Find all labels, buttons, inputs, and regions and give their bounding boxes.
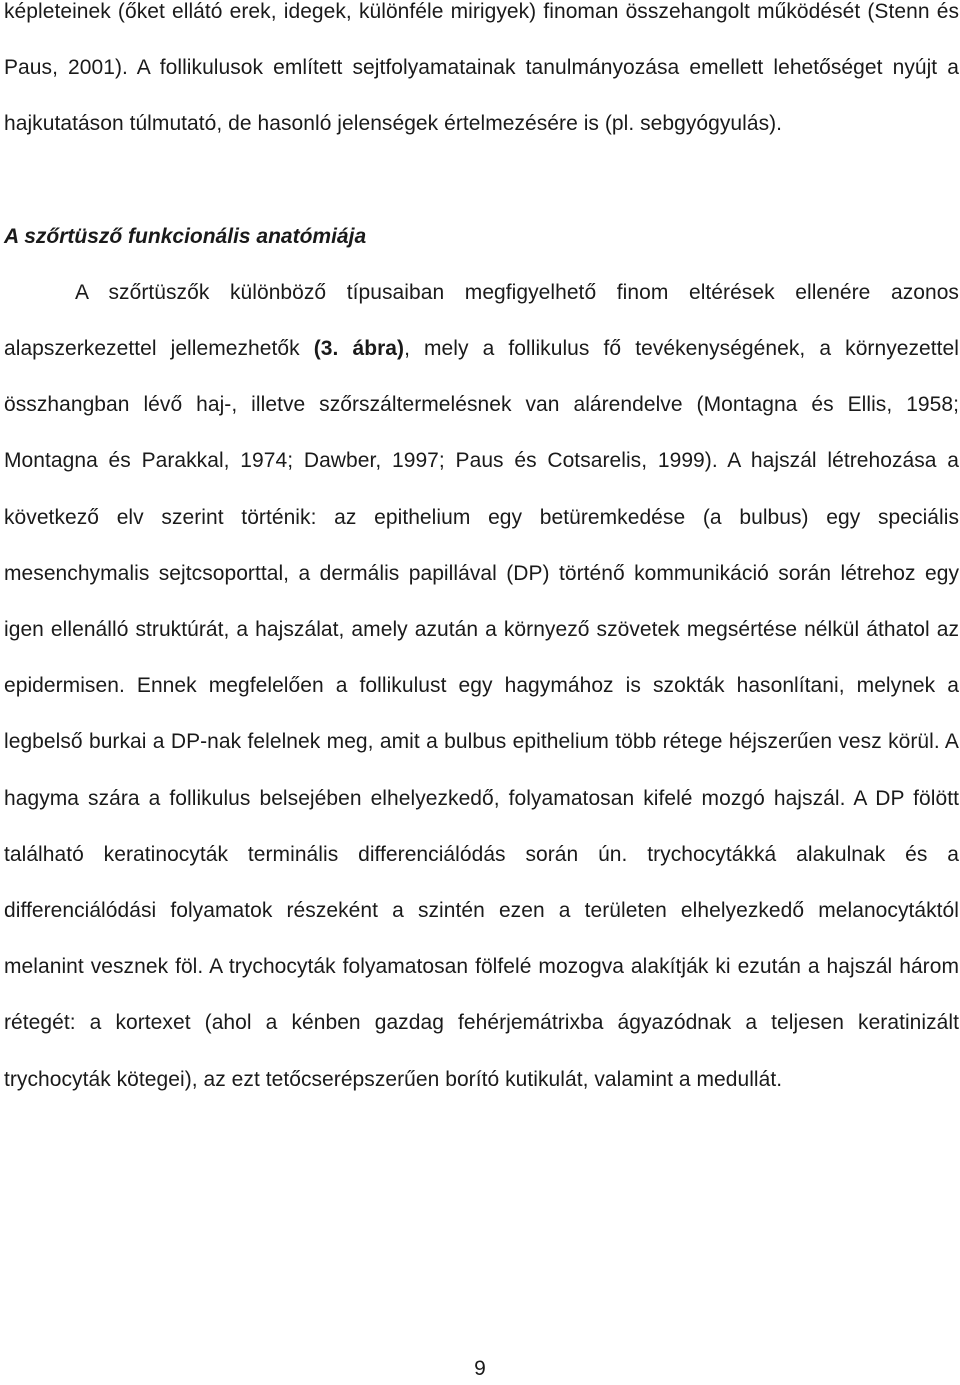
figure-reference: (3. ábra) [313, 337, 405, 361]
section-heading: A szőrtüsző funkcionális anatómiája [4, 224, 367, 248]
document-page [4, 0, 959, 1108]
paragraph-intro-continuation: képleteinek (őket ellátó erek, idegek, különféle mirigyek) finoman összehangolt működését (Stenn és Paus, 2001). A follikulusok említett sejtfolyamatainak tanulmányozása emellett lehetőséget nyújt a hajkutatáson túlmutató, de hasonló jelenségek értelmezésére is (pl. sebgyógyulás). [4, 0, 959, 136]
page-number: 9 [474, 1357, 486, 1380]
paragraph-anatomy [4, 265, 959, 1108]
paragraph-text-before-reference: A szőrtüszők különböző típusaiban megfigyelhető finom eltérések ellenére azonos alapszerkezettel jellemezhetők [4, 280, 959, 361]
paragraph-text-after-reference: , mely a follikulus fő tevékenységének, a környezettel összhangban lévő haj-, illetve szőrszáltermelésnek van alárendelve (Montagna és Ellis, 1958; Montagna és Parakkal, 1974; Dawber, 1997; Paus és Cotsarelis, 1999). A hajszál létrehozása a következő elv szerint történik: az epithelium egy betüremkedése (a bulbus) egy speciális mesenchymalis sejtcsoporttal, a dermális papillával (DP) történő kommunikáció során létrehoz egy igen ellenálló struktúrát, a hajszálat, amely azután a környező szövetek megsértése nélkül áthatol az epidermisen. Ennek megfelelően a follikulust egy hagymához is szokták hasonlítani, melynek a legbelső burkai a DP-nak felelnek meg, amit a bulbus epithelium több rétege héjszerűen vesz körül. A hagyma szára a follikulus belsejében elhelyezkedő, folyamatosan kifelé mozgó hajszál. A DP fölött található keratinocyták terminális differenciálódás során ún. trychocytákká alakulnak és a differenciálódási folyamatok részeként a szintén ezen a területen elhelyezkedő melanocytáktól melanint vesznek föl. A trychocyták folyamatosan fölfelé mozogva alakítják ki ezután a hajszál három rétegét: a kortexet (ahol a kénben gazdag fehérjemátrixba ágyazódnak a teljesen keratinizált trychocyták kötegei), az ezt tetőcserépszerűen borító kutikulát, valamint a medullát. [4, 337, 959, 1091]
